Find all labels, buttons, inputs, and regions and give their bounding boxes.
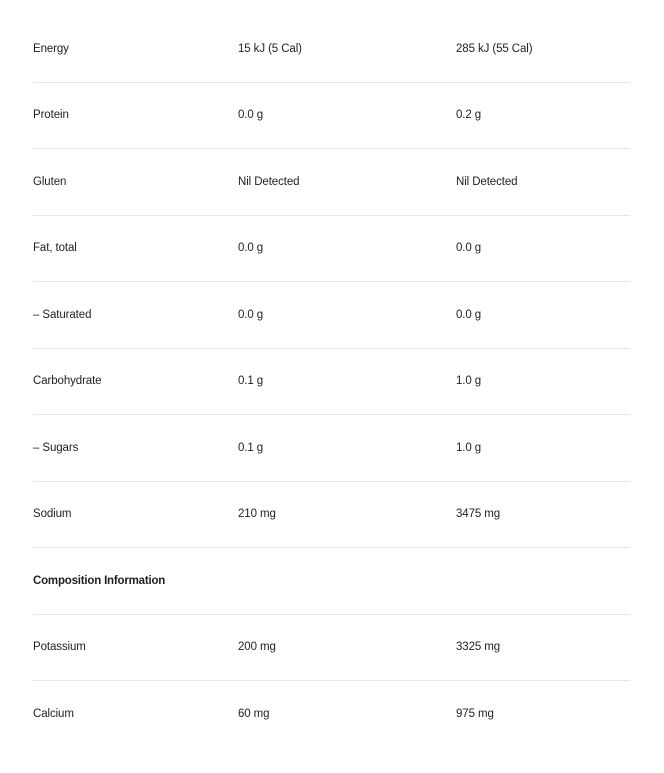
- nutrient-name: – Saturated: [33, 308, 92, 321]
- per-serve-value: 0.1 g: [238, 375, 264, 388]
- per-serve-value: 0.0 g: [238, 242, 264, 255]
- section-title: Composition Information: [33, 574, 166, 587]
- per-serve-value: 60 mg: [238, 707, 270, 720]
- per-100-value: 3325 mg: [456, 641, 501, 654]
- per-100-value: 1.0 g: [456, 375, 482, 388]
- nutrient-name: Gluten: [33, 175, 67, 188]
- per-100-value: 285 kJ (55 Cal): [456, 42, 533, 55]
- per-100-value: 975 mg: [456, 707, 494, 720]
- nutrient-name: Potassium: [33, 641, 86, 654]
- per-serve-value: Nil Detected: [238, 175, 300, 188]
- table-row: [33, 149, 630, 216]
- nutrition-table: [33, 16, 630, 747]
- nutrient-name: Carbohydrate: [33, 375, 102, 388]
- per-100-value: 0.2 g: [456, 109, 482, 122]
- table-row: [33, 83, 630, 150]
- per-serve-value: 0.0 g: [238, 109, 264, 122]
- table-row: [33, 16, 630, 83]
- nutrient-name: – Sugars: [33, 441, 79, 454]
- nutrient-name: Protein: [33, 109, 69, 122]
- nutrient-name: Energy: [33, 42, 69, 55]
- nutrient-name: Fat, total: [33, 242, 77, 255]
- table-row: [33, 615, 630, 682]
- table-row: [33, 681, 630, 747]
- nutrient-name: Sodium: [33, 508, 72, 521]
- per-100-value: Nil Detected: [456, 175, 518, 188]
- per-100-value: 0.0 g: [456, 308, 482, 321]
- table-row: [33, 216, 630, 283]
- table-row: [33, 415, 630, 482]
- table-row: [33, 349, 630, 416]
- table-row: [33, 482, 630, 549]
- per-100-value: 0.0 g: [456, 242, 482, 255]
- per-serve-value: 210 mg: [238, 508, 276, 521]
- per-serve-value: 200 mg: [238, 641, 276, 654]
- section-header-row: [33, 548, 630, 615]
- table-row: [33, 282, 630, 349]
- per-serve-value: 0.0 g: [238, 308, 264, 321]
- per-100-value: 1.0 g: [456, 441, 482, 454]
- nutrient-name: Calcium: [33, 707, 74, 720]
- per-serve-value: 15 kJ (5 Cal): [238, 42, 302, 55]
- per-serve-value: 0.1 g: [238, 441, 264, 454]
- per-100-value: 3475 mg: [456, 508, 501, 521]
